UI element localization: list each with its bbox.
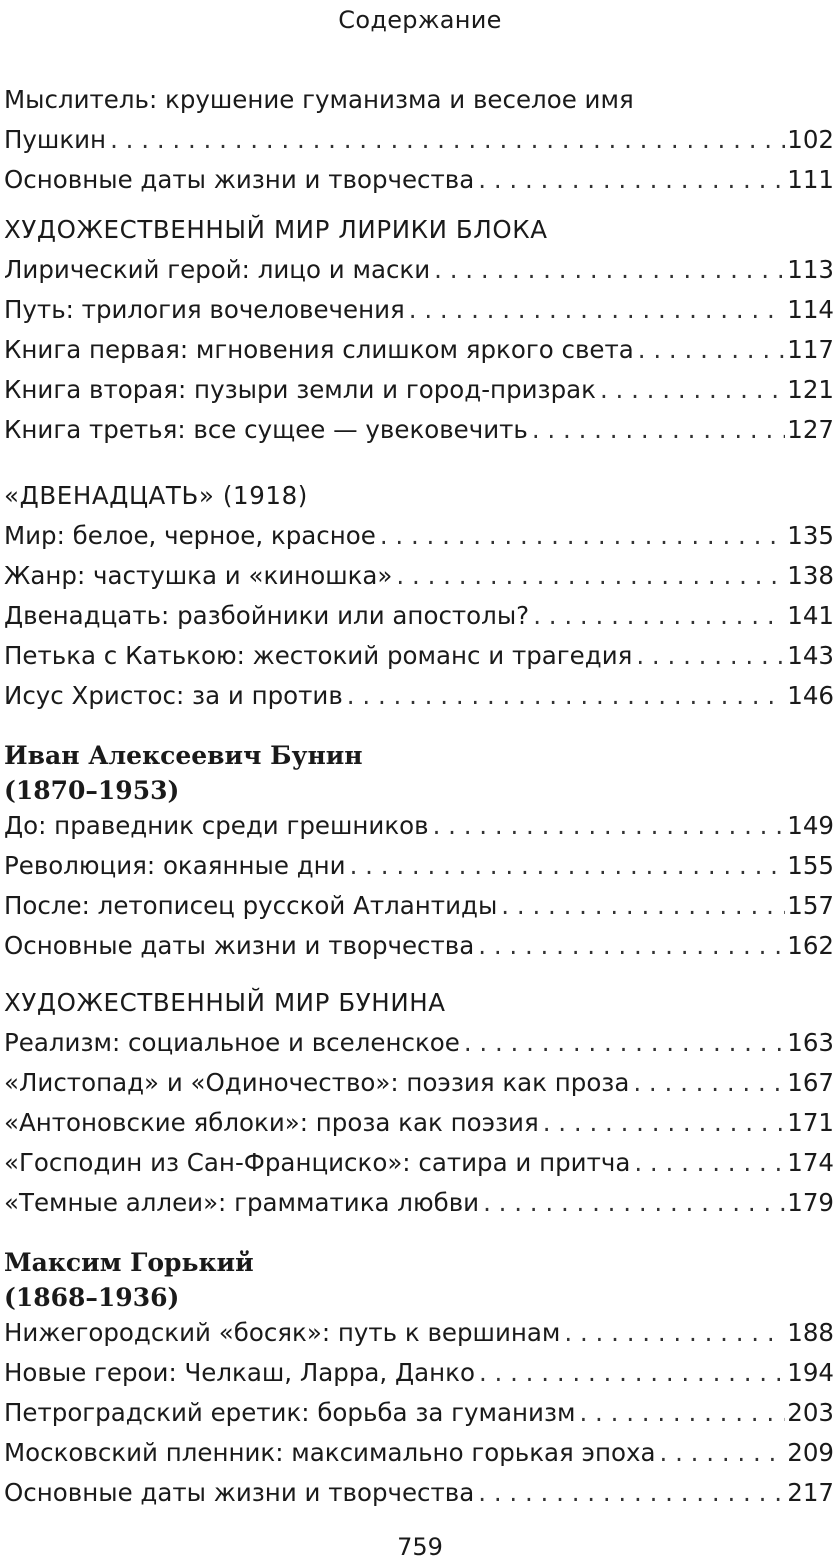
section-heading: ХУДОЖЕСТВЕННЫЙ МИР ЛИРИКИ БЛОКА <box>4 215 548 244</box>
toc-entry[interactable] <box>4 1103 834 1143</box>
toc-entry-title: «Темные аллеи»: грамматика любви <box>4 1188 480 1217</box>
dot-leader <box>533 596 785 636</box>
dot-leader <box>433 806 786 846</box>
dot-leader <box>501 886 785 926</box>
toc-entry-title: Реализм: социальное и вселенское <box>4 1028 460 1057</box>
toc-page-number: 217 <box>787 1478 834 1507</box>
toc-entry-title: После: летописец русской Атлантиды <box>4 891 498 920</box>
toc-block-intro <box>4 80 834 200</box>
toc-page-number: 111 <box>787 165 834 194</box>
toc-page-number: 179 <box>787 1188 834 1217</box>
toc-entry-title: Путь: трилогия вочеловечения <box>4 295 405 324</box>
dot-leader <box>579 1393 785 1433</box>
toc-entry[interactable] <box>4 370 834 410</box>
dot-leader <box>380 516 785 556</box>
toc-entry[interactable] <box>4 846 834 886</box>
toc-section-twelve <box>4 476 834 716</box>
toc-entry-title: Нижегородский «босяк»: путь к вершинам <box>4 1318 561 1347</box>
dot-leader <box>434 250 785 290</box>
toc-entry[interactable] <box>4 1393 834 1433</box>
toc-entry[interactable] <box>4 516 834 556</box>
toc-entry-title: «Антоновские яблоки»: проза как поэзия <box>4 1108 539 1137</box>
toc-entry-title: Новые герои: Челкаш, Ларра, Данко <box>4 1358 475 1387</box>
dot-leader <box>409 290 785 330</box>
dot-leader <box>634 1143 785 1183</box>
toc-entry[interactable] <box>4 636 834 676</box>
toc-page-number: 155 <box>787 851 834 880</box>
toc-entry-title: Основные даты жизни и творчества <box>4 1478 475 1507</box>
toc-page-number: 143 <box>787 641 834 670</box>
toc-page-number: 138 <box>787 561 834 590</box>
toc-entry[interactable] <box>4 676 834 716</box>
toc-entry[interactable] <box>4 596 834 636</box>
toc-entry-title: Исус Христос: за и против <box>4 681 343 710</box>
toc-entry-title: Книга первая: мгновения слишком яркого света <box>4 335 634 364</box>
toc-entry-title: Петька с Катькою: жестокий романс и трагедия <box>4 641 633 670</box>
dot-leader <box>636 636 785 676</box>
toc-page-number: 174 <box>787 1148 834 1177</box>
toc-entry-title: Жанр: частушка и «киношка» <box>4 561 393 590</box>
toc-author-gorky <box>4 1245 834 1315</box>
dot-leader <box>483 1183 785 1223</box>
toc-page-number: 113 <box>787 255 834 284</box>
toc-entry-title: Революция: окаянные дни <box>4 851 346 880</box>
toc-entry-title: Основные даты жизни и творчества <box>4 165 475 194</box>
toc-section-gorky <box>4 1313 834 1513</box>
author-name: Максим Горький <box>4 1248 254 1277</box>
toc-entry-title: «Листопад» и «Одиночество»: поэзия как проза <box>4 1068 630 1097</box>
author-years: (1868–1936) <box>4 1283 180 1312</box>
dot-leader <box>350 846 786 886</box>
toc-page-number: 149 <box>787 811 834 840</box>
toc-entry-title: Пушкин <box>4 125 107 154</box>
toc-entry[interactable] <box>4 1313 834 1353</box>
toc-page-number: 163 <box>787 1028 834 1057</box>
toc-page-number: 135 <box>787 521 834 550</box>
toc-entry[interactable] <box>4 556 834 596</box>
dot-leader <box>633 1063 785 1103</box>
toc-author-bunin <box>4 738 834 808</box>
toc-entry[interactable] <box>4 1183 834 1223</box>
toc-entry-title: До: праведник среди грешников <box>4 811 429 840</box>
toc-entry-title: Книга третья: все сущее — увековечить <box>4 415 528 444</box>
toc-page-number: 162 <box>787 931 834 960</box>
toc-entry[interactable] <box>4 1143 834 1183</box>
toc-section-bunin-world <box>4 983 834 1223</box>
section-heading: ХУДОЖЕСТВЕННЫЙ МИР БУНИНА <box>4 988 446 1017</box>
toc-page-number: 146 <box>787 681 834 710</box>
toc-page-number: 194 <box>787 1358 834 1387</box>
toc-page-number: 121 <box>787 375 834 404</box>
toc-page-number: 114 <box>787 295 834 324</box>
toc-entry[interactable] <box>4 410 834 450</box>
toc-page-number: 203 <box>787 1398 834 1427</box>
toc-page-number: 209 <box>787 1438 834 1467</box>
toc-entry-title: Мир: белое, черное, красное <box>4 521 376 550</box>
toc-entry[interactable] <box>4 160 834 200</box>
dot-leader <box>478 926 785 966</box>
toc-entry[interactable] <box>4 926 834 966</box>
toc-page-number: 157 <box>787 891 834 920</box>
toc-entry-title: Двенадцать: разбойники или апостолы? <box>4 601 530 630</box>
toc-entry-title-continued: Мыслитель: крушение гуманизма и веселое имя <box>4 85 634 114</box>
dot-leader <box>564 1313 785 1353</box>
toc-entry[interactable] <box>4 1433 834 1473</box>
toc-entry-title: Московский пленник: максимально горькая эпоха <box>4 1438 656 1467</box>
dot-leader <box>110 120 785 160</box>
author-name: Иван Алексеевич Бунин <box>4 741 363 770</box>
dot-leader <box>600 370 785 410</box>
dot-leader <box>479 1353 785 1393</box>
dot-leader <box>638 330 785 370</box>
toc-entry-title: Книга вторая: пузыри земли и город-призрак <box>4 375 596 404</box>
toc-page-number: 167 <box>787 1068 834 1097</box>
toc-entry[interactable] <box>4 1023 834 1063</box>
toc-entry[interactable] <box>4 1353 834 1393</box>
toc-entry[interactable] <box>4 806 834 846</box>
toc-page-number: 102 <box>787 125 834 154</box>
author-years: (1870–1953) <box>4 776 180 805</box>
toc-entry[interactable] <box>4 250 834 290</box>
dot-leader <box>478 160 785 200</box>
dot-leader <box>464 1023 785 1063</box>
toc-page-number: 188 <box>787 1318 834 1347</box>
toc-section-blok-lyrics <box>4 210 834 450</box>
dot-leader <box>478 1473 785 1513</box>
page-number: 759 <box>397 1533 443 1561</box>
toc-entry[interactable] <box>4 290 834 330</box>
toc-entry-title: Основные даты жизни и творчества <box>4 931 475 960</box>
section-heading: «ДВЕНАДЦАТЬ» (1918) <box>4 481 308 510</box>
dot-leader <box>347 676 785 716</box>
dot-leader <box>660 1433 786 1473</box>
toc-entry[interactable] <box>4 120 834 160</box>
dot-leader <box>396 556 785 596</box>
toc-entry[interactable] <box>4 1063 834 1103</box>
toc-entry-title: Петроградский еретик: борьба за гуманизм <box>4 1398 576 1427</box>
toc-page-number: 141 <box>787 601 834 630</box>
running-head: Содержание <box>338 6 502 34</box>
toc-page-number: 127 <box>787 415 834 444</box>
toc-entry-title: «Господин из Сан-Франциско»: сатира и притча <box>4 1148 631 1177</box>
dot-leader <box>543 1103 786 1143</box>
toc-section-bunin <box>4 806 834 966</box>
toc-entry[interactable] <box>4 330 834 370</box>
toc-page-number: 171 <box>787 1108 834 1137</box>
toc-entry[interactable] <box>4 886 834 926</box>
toc-entry[interactable] <box>4 1473 834 1513</box>
toc-page-number: 117 <box>787 335 834 364</box>
toc-entry-title: Лирический герой: лицо и маски <box>4 255 431 284</box>
dot-leader <box>532 410 785 450</box>
